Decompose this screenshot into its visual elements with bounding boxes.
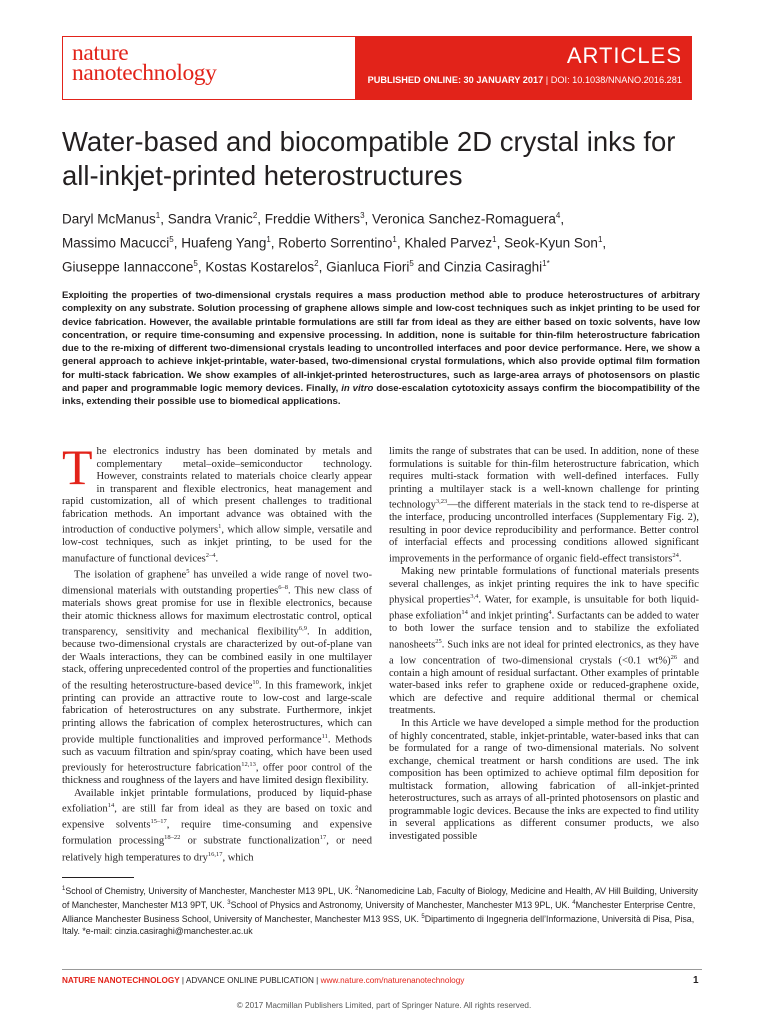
citation[interactable]: 6–8 — [278, 584, 289, 592]
citation[interactable]: 6,9 — [298, 625, 307, 633]
author-name[interactable]: Sandra Vranic — [167, 211, 253, 227]
author-name[interactable]: Cinzia Casiraghi — [443, 259, 543, 275]
footnote-divider — [62, 877, 134, 878]
corresponding-email[interactable]: cinzia.casiraghi@manchester.ac.uk — [114, 926, 253, 937]
author-name[interactable]: Veronica Sanchez-Romaguera — [372, 211, 556, 227]
body-column-left — [62, 439, 373, 865]
author-separator: , — [318, 259, 327, 275]
author-affiliation: 1 — [597, 235, 603, 245]
author-list — [62, 206, 702, 279]
copyright-notice: © 2017 Macmillan Publishers Limited, part of Springer Nature. All rights reserved. — [236, 1001, 532, 1010]
author-separator: , — [160, 211, 168, 227]
title-line-2: all-inkjet-printed heterostructures — [62, 160, 463, 191]
citation[interactable]: 25 — [435, 637, 442, 645]
page-number: 1 — [693, 975, 699, 986]
author-name[interactable]: Massimo Macucci — [62, 235, 170, 251]
author-separator: , — [496, 235, 505, 251]
author-affiliation: 1* — [542, 259, 550, 269]
author-name[interactable]: Gianluca Fiori — [326, 259, 410, 275]
body-paragraph: Available inkjet printable formulations, produced by liquid-phase exfoliation$^{14}$, are still far from ideal as they are based on toxic and expensive solvents$^{15-17}$, require time-consuming and expensive formulation processing$^{18-22}$ or substrate functionalization$^{17}$, or need relatively high temperatures to dry$^{16,17}$, which — [62, 787, 373, 864]
body-paragraph: In this Article we have developed a simple method for the production of highly concentrated, stable, inkjet-printable, water-based inks that can be formulated for a range of two-dimensional materials. No solvent exchange, chemical treatment or harsh conditions are used. The ink composition has been optimized to achieve optimal film deposition for multistack formation, allowing fabrication of all-inkjet-printed heterostructures, such as arrays of all-printed photosensors on plastic and programmable logic devices. Because the inks are expected to find utility in several applications as different consumer products, we also investigated possible — [389, 718, 699, 842]
author-affiliation: 1 — [492, 235, 497, 245]
author-affiliation: 1 — [155, 211, 161, 220]
author-separator: and — [413, 259, 444, 275]
citation[interactable]: 14 — [107, 802, 115, 810]
author-affiliation: 4 — [555, 211, 561, 220]
author-separator: , — [173, 235, 182, 251]
author-name[interactable]: Daryl McManus — [62, 211, 156, 227]
published-date: PUBLISHED ONLINE: 30 JANUARY 2017 — [367, 75, 544, 85]
footer-issue: | ADVANCE ONLINE PUBLICATION | — [179, 976, 321, 985]
footer-journal-line — [62, 976, 464, 985]
citation[interactable]: 10 — [252, 678, 259, 686]
citation[interactable]: 3,23 — [435, 498, 448, 506]
author-name[interactable]: Seok-Kyun Son — [504, 235, 598, 251]
citation[interactable]: 26 — [670, 653, 678, 661]
author-affiliation: 2 — [314, 259, 319, 269]
citation[interactable]: 1 — [218, 523, 222, 531]
author-name[interactable]: Giuseppe Iannaccone — [62, 259, 194, 275]
citation[interactable]: 2–4 — [205, 551, 216, 559]
citation[interactable]: 16,17 — [207, 850, 223, 858]
author-affiliation: 5 — [169, 235, 174, 245]
section-label: ARTICLES — [566, 43, 682, 68]
title-line-1: Water-based and biocompatible 2D crystal inks for — [62, 126, 676, 157]
author-affiliation: 2 — [252, 211, 258, 220]
citation[interactable]: 14 — [461, 609, 468, 617]
article-title — [62, 125, 702, 193]
section-band — [355, 36, 692, 100]
citation[interactable]: 3,4 — [470, 593, 479, 601]
author-affiliation: 1 — [266, 235, 271, 245]
journal-masthead — [62, 36, 692, 100]
author-separator: , — [270, 235, 279, 251]
journal-name-line1: nature — [72, 40, 129, 66]
drop-cap: T — [62, 439, 93, 495]
author-separator: , — [197, 259, 206, 275]
citation[interactable]: 5 — [186, 567, 190, 575]
author-name[interactable]: Roberto Sorrentino — [278, 235, 393, 251]
author-affiliation: 5 — [193, 259, 198, 269]
citation[interactable]: 24 — [672, 551, 679, 559]
affiliations: $^1$School of Chemistry, University of Manchester, Manchester M13 9PL, UK. $^2$Nanomedicine Lab, Faculty of Biology, Medicine and Health, AV Hill Building, University of Manchester, Manchester M13 9PT, UK. $^3$School of Physics and Astronomy, University of Manchester, Manchester M13 9PL, UK. $^4$Manchester Enterprise Centre, Alliance Manchester Business School, University of Manchester, Manchester M13 9SS, UK. $^5$Dipartimento di Ingegneria dell’Informazione, Università di Pisa, Pisa, Italy. *e-mail: cinzia.casiraghi@manchester.ac.uk — [62, 885, 698, 937]
citation[interactable]: 11 — [321, 732, 328, 740]
journal-name-line2: nanotechnology — [72, 60, 217, 86]
author-name[interactable]: Kostas Kostarelos — [205, 259, 315, 275]
abstract: Exploiting the properties of two-dimensional crystals requires a mass production method able to produce heterostructures of arbitrary complexity on any substrate. Solution processing of graphene allows simple and low-cost techniques such as inkjet printing to be used for device fabrication. However, the available printable formulations are still far from ideal as they are either based on toxic solvents, have low concentration, or require time-consuming and expensive processing. In addition, none is suitable for thin-film heterostructure fabrication due to the re-mixing of different two-dimensional crystals leading to uncontrolled interfaces and poor device performance. Here, we show a general approach to achieve inkjet-printable, water-based, two-dimensional crystal formulations, which also provide optimal film formation for multi-stack fabrication. We show examples of all-inkjet-printed heterostructures, such as large-area arrays of photosensors on plastic and paper and programmable logic memory devices. Finally, in vitro dose-escalation cytotoxicity assays confirm the biocompatibility of the inks, extending their possible use to biomedical applications. — [62, 290, 700, 407]
footer-divider — [62, 969, 702, 970]
citation[interactable]: 15–17 — [150, 818, 167, 826]
doi[interactable]: | DOI: 10.1038/NNANO.2016.281 — [545, 75, 682, 85]
body-column-right — [389, 446, 699, 844]
citation[interactable]: 12,13 — [241, 761, 256, 769]
body-paragraph: The isolation of graphene$^5$ has unveiled a wide range of novel two-dimensional materials with outstanding properties$^{6-8}$. This new class of materials shows great promise for use in flexible electronics, because their atomic thickness allows for maximum electrostatic control, optical transparency, sensitivity and mechanical flexibility$^{6,9}$. In addition, because two-dimensional crystals are characterized by out-of-plane van der Waals interactions, they can be combined easily in one multilayer stack, offering unprecedented control of the properties and functionalities of the resulting heterostructure-based device$^{10}$. In this framework, inkjet printing can provide an attractive route to low-cost and large-scale fabrication of heterostructures on any substrate. Furthermore, inkjet printing allows the fabrication of complex heterostructures, which can provide multiple functionalities and improved performance$^{11}$. Methods such as vacuum filtration and spin/spray coating, which have been used previously for heterostructure fabrication$^{12,13}$, offer poor control of the thickness and roughness of the layers and have limited design flexibility. — [62, 567, 373, 787]
body-paragraph: The electronics industry has been dominated by metals and complementary metal–oxide–semiconductor technology. However, constraints related to materials choice clearly appear in transparent and flexible electronics, heat management and rapid customization, all of which present challenges to traditional fabrication methods. An important advance was obtained with the introduction of conductive polymers$^1$, which allow simple, versatile and low-cost techniques, such as inkjet printing, to be used for the manufacture of functional devices$^{2-4}$. — [62, 439, 372, 565]
journal-logo — [72, 40, 217, 86]
author-affiliation: 1 — [392, 235, 397, 245]
author-affiliation: 3 — [360, 211, 365, 220]
citation[interactable]: 17 — [319, 834, 327, 842]
footer-journal-name: NATURE NANOTECHNOLOGY — [62, 976, 180, 985]
author-separator: , — [257, 211, 265, 227]
author-separator: , — [396, 235, 405, 251]
author-affiliation: 5 — [409, 259, 414, 269]
author-separator: , — [602, 235, 607, 251]
footer-url-link[interactable]: www.nature.com/naturenanotechnology — [320, 976, 465, 985]
publication-info — [368, 75, 682, 85]
author-separator: , — [364, 211, 373, 227]
author-name[interactable]: Huafeng Yang — [181, 235, 267, 251]
citation[interactable]: 4 — [548, 609, 552, 617]
author-name[interactable]: Freddie Withers — [264, 211, 361, 227]
body-paragraph: Making new printable formulations of functional materials presents several challenges, as inkjet printing requires the ink to have specific physical properties$^{3,4}$. Water, for example, is unsuitable for both liquid-phase exfoliation$^{14}$ and inkjet printing$^4$. Surfactants can be added to water to both lower the surface tension and to stabilize the exfoliated nanosheets$^{25}$. Such inks are not ideal for printed electronics, as they have a low concentration of two-dimensional crystals (<0.1 wt%)$^{26}$ and contain a high amount of residual surfactant. Other examples of printable water-based inks refer to graphene oxide or reduced-graphene oxide, which are defective and require additional thermal or chemical treatments. — [389, 565, 699, 717]
citation[interactable]: 18–22 — [164, 834, 181, 842]
body-paragraph: limits the range of substrates that can be used. In addition, none of these formulations is suitable for thin-film heterostructure fabrication, which requires multi-stack formation with well-defined interfaces. Fully printing a multilayer stack is a well-known challenge for printing technology$^{3,23}$—the different materials in the stack tend to re-disperse at the interface, producing uncontrolled interfaces (Supplementary Fig. 2), resulting in poor device reproducibility and performance. Better control of interfacial effects and processing conditions allowed significant improvements in the performance of organic field-effect transistors$^{24}$. — [389, 446, 699, 565]
author-name[interactable]: Khaled Parvez — [404, 235, 493, 251]
author-separator: , — [560, 211, 565, 227]
